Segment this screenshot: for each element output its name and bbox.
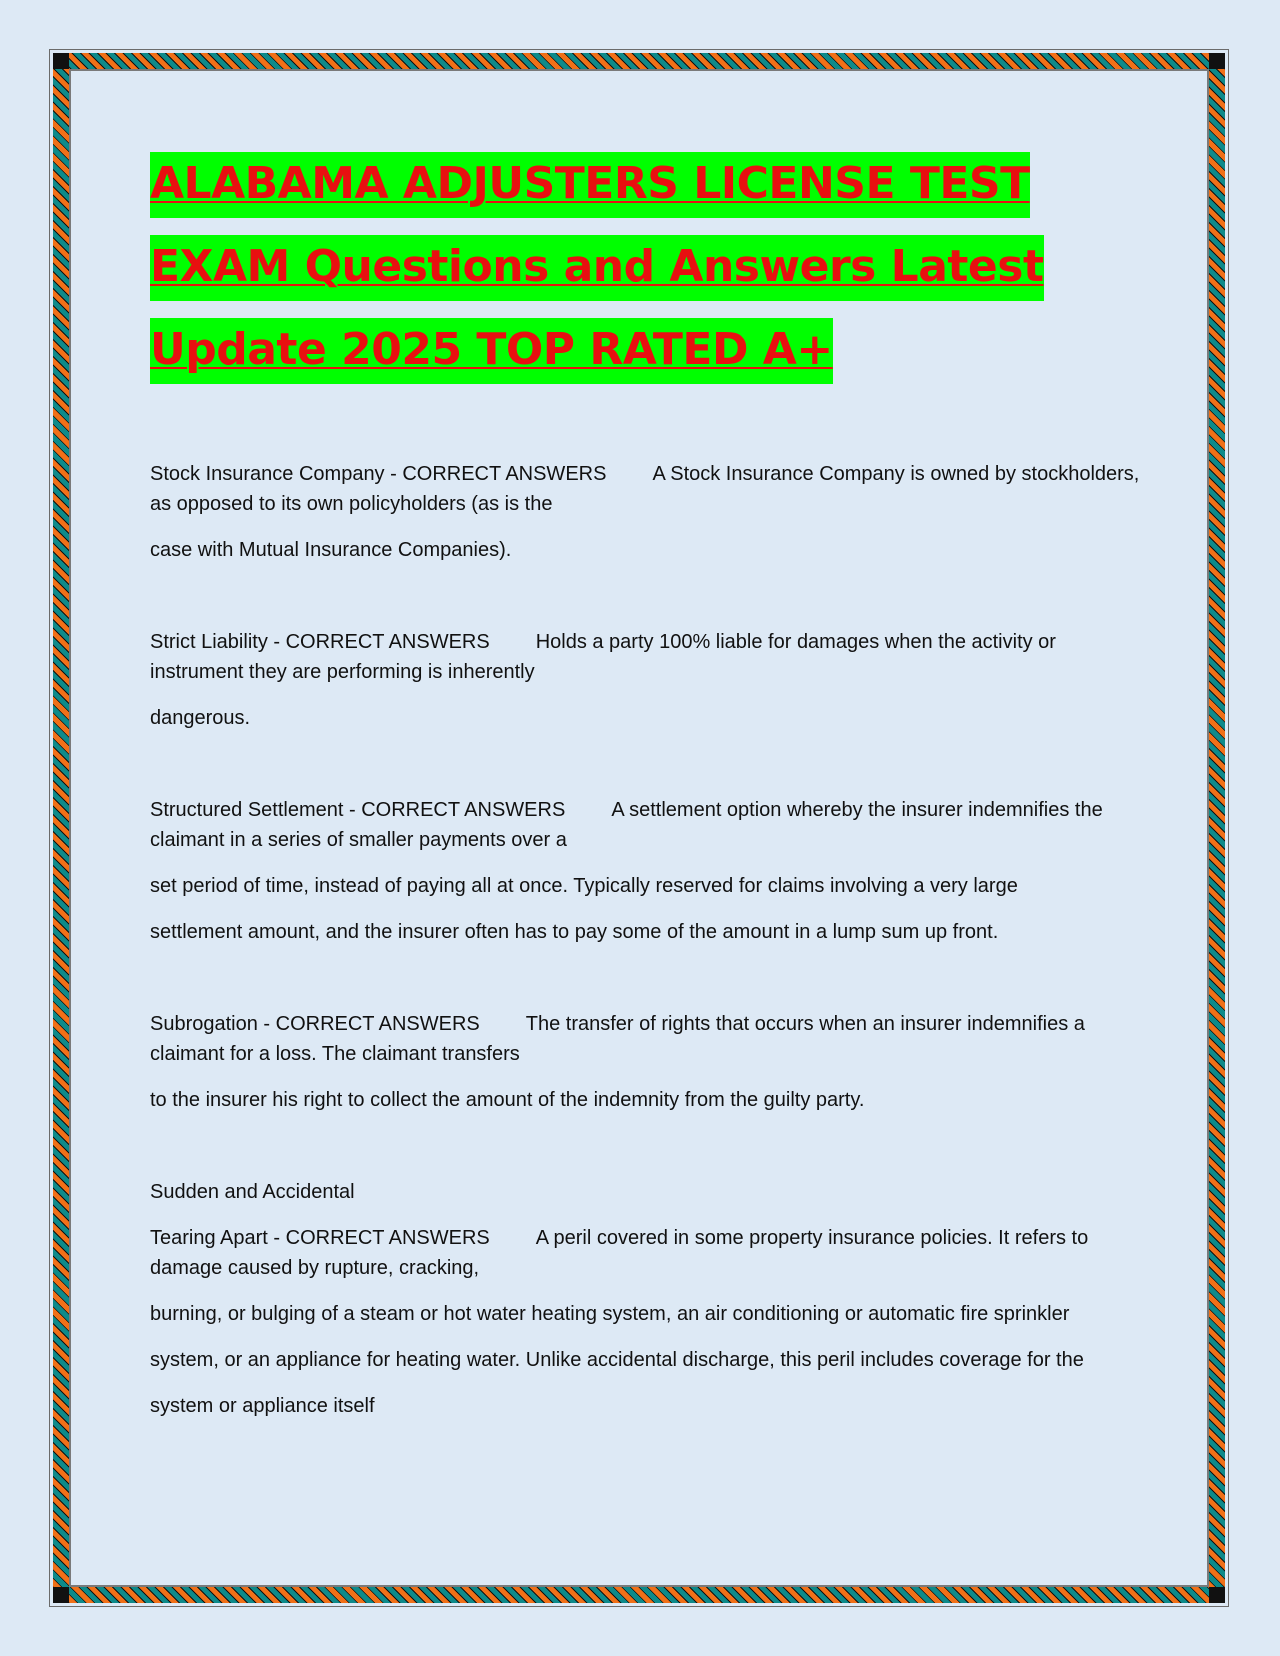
qa-entry-structured-settlement (150, 795, 1140, 947)
border-corner-bottom-right (1209, 1587, 1225, 1603)
qa-entry-first-paragraph (150, 1009, 1140, 1069)
document-body (150, 148, 1140, 1483)
qa-entry-first-paragraph (150, 627, 1140, 687)
qa-entry-heading: Sudden and Accidental (150, 1181, 355, 1203)
qa-term: Tearing Apart - CORRECT ANSWERS (150, 1227, 490, 1249)
qa-continuation-paragraph: system or appliance itself (150, 1395, 375, 1417)
border-corner-top-left (53, 53, 69, 69)
qa-term: Subrogation - CORRECT ANSWERS (150, 1013, 480, 1035)
qa-entry-subrogation (150, 1009, 1140, 1115)
qa-answer: A Stock Insurance Company is owned by stockholders, as opposed to its own policyholders (as is the (150, 463, 1140, 515)
qa-entry-first-paragraph (150, 1223, 1140, 1283)
document-title (150, 148, 1140, 397)
title-line-3: Update 2025 TOP RATED A+ (150, 318, 833, 384)
qa-answer: A settlement option whereby the insurer indemnifies the claimant in a series of smaller payments over a (150, 799, 1103, 851)
qa-entry-first-paragraph (150, 459, 1140, 519)
title-line-1: ALABAMA ADJUSTERS LICENSE TEST (150, 152, 1030, 218)
border-corner-bottom-left (53, 1587, 69, 1603)
qa-continuation-paragraph: system, or an appliance for heating water. Unlike accidental discharge, this peril includes coverage for the (150, 1349, 1084, 1371)
qa-term: Strict Liability - CORRECT ANSWERS (150, 631, 490, 653)
qa-entry-sudden-and-accidental-tearing-apart (150, 1177, 1140, 1421)
qa-continuation-paragraph: burning, or bulging of a steam or hot water heating system, an air conditioning or automatic fire sprinkler (150, 1303, 1070, 1325)
border-corner-top-right (1209, 53, 1225, 69)
qa-continuation-paragraph: dangerous. (150, 707, 251, 729)
qa-term: Stock Insurance Company - CORRECT ANSWERS (150, 463, 607, 485)
qa-continuation-paragraph: settlement amount, and the insurer often has to pay some of the amount in a lump sum up front. (150, 921, 999, 943)
qa-term: Structured Settlement - CORRECT ANSWERS (150, 799, 566, 821)
qa-continuation-paragraph: to the insurer his right to collect the amount of the indemnity from the guilty party. (150, 1089, 865, 1111)
title-line-2: EXAM Questions and Answers Latest (150, 235, 1044, 301)
qa-entry-strict-liability (150, 627, 1140, 733)
qa-continuation-paragraph: case with Mutual Insurance Companies). (150, 539, 512, 561)
qa-continuation-paragraph: set period of time, instead of paying all at once. Typically reserved for claims involving a very large (150, 875, 1018, 897)
qa-answer: Holds a party 100% liable for damages when the activity or instrument they are performing is inherently (150, 631, 1056, 683)
qa-answer: A peril covered in some property insurance policies. It refers to damage caused by rupture, cracking, (150, 1227, 1089, 1279)
qa-entry-stock-insurance-company (150, 459, 1140, 565)
qa-answer: The transfer of rights that occurs when an insurer indemnifies a claimant for a loss. The claimant transfers (150, 1013, 1085, 1065)
qa-entry-first-paragraph (150, 795, 1140, 855)
